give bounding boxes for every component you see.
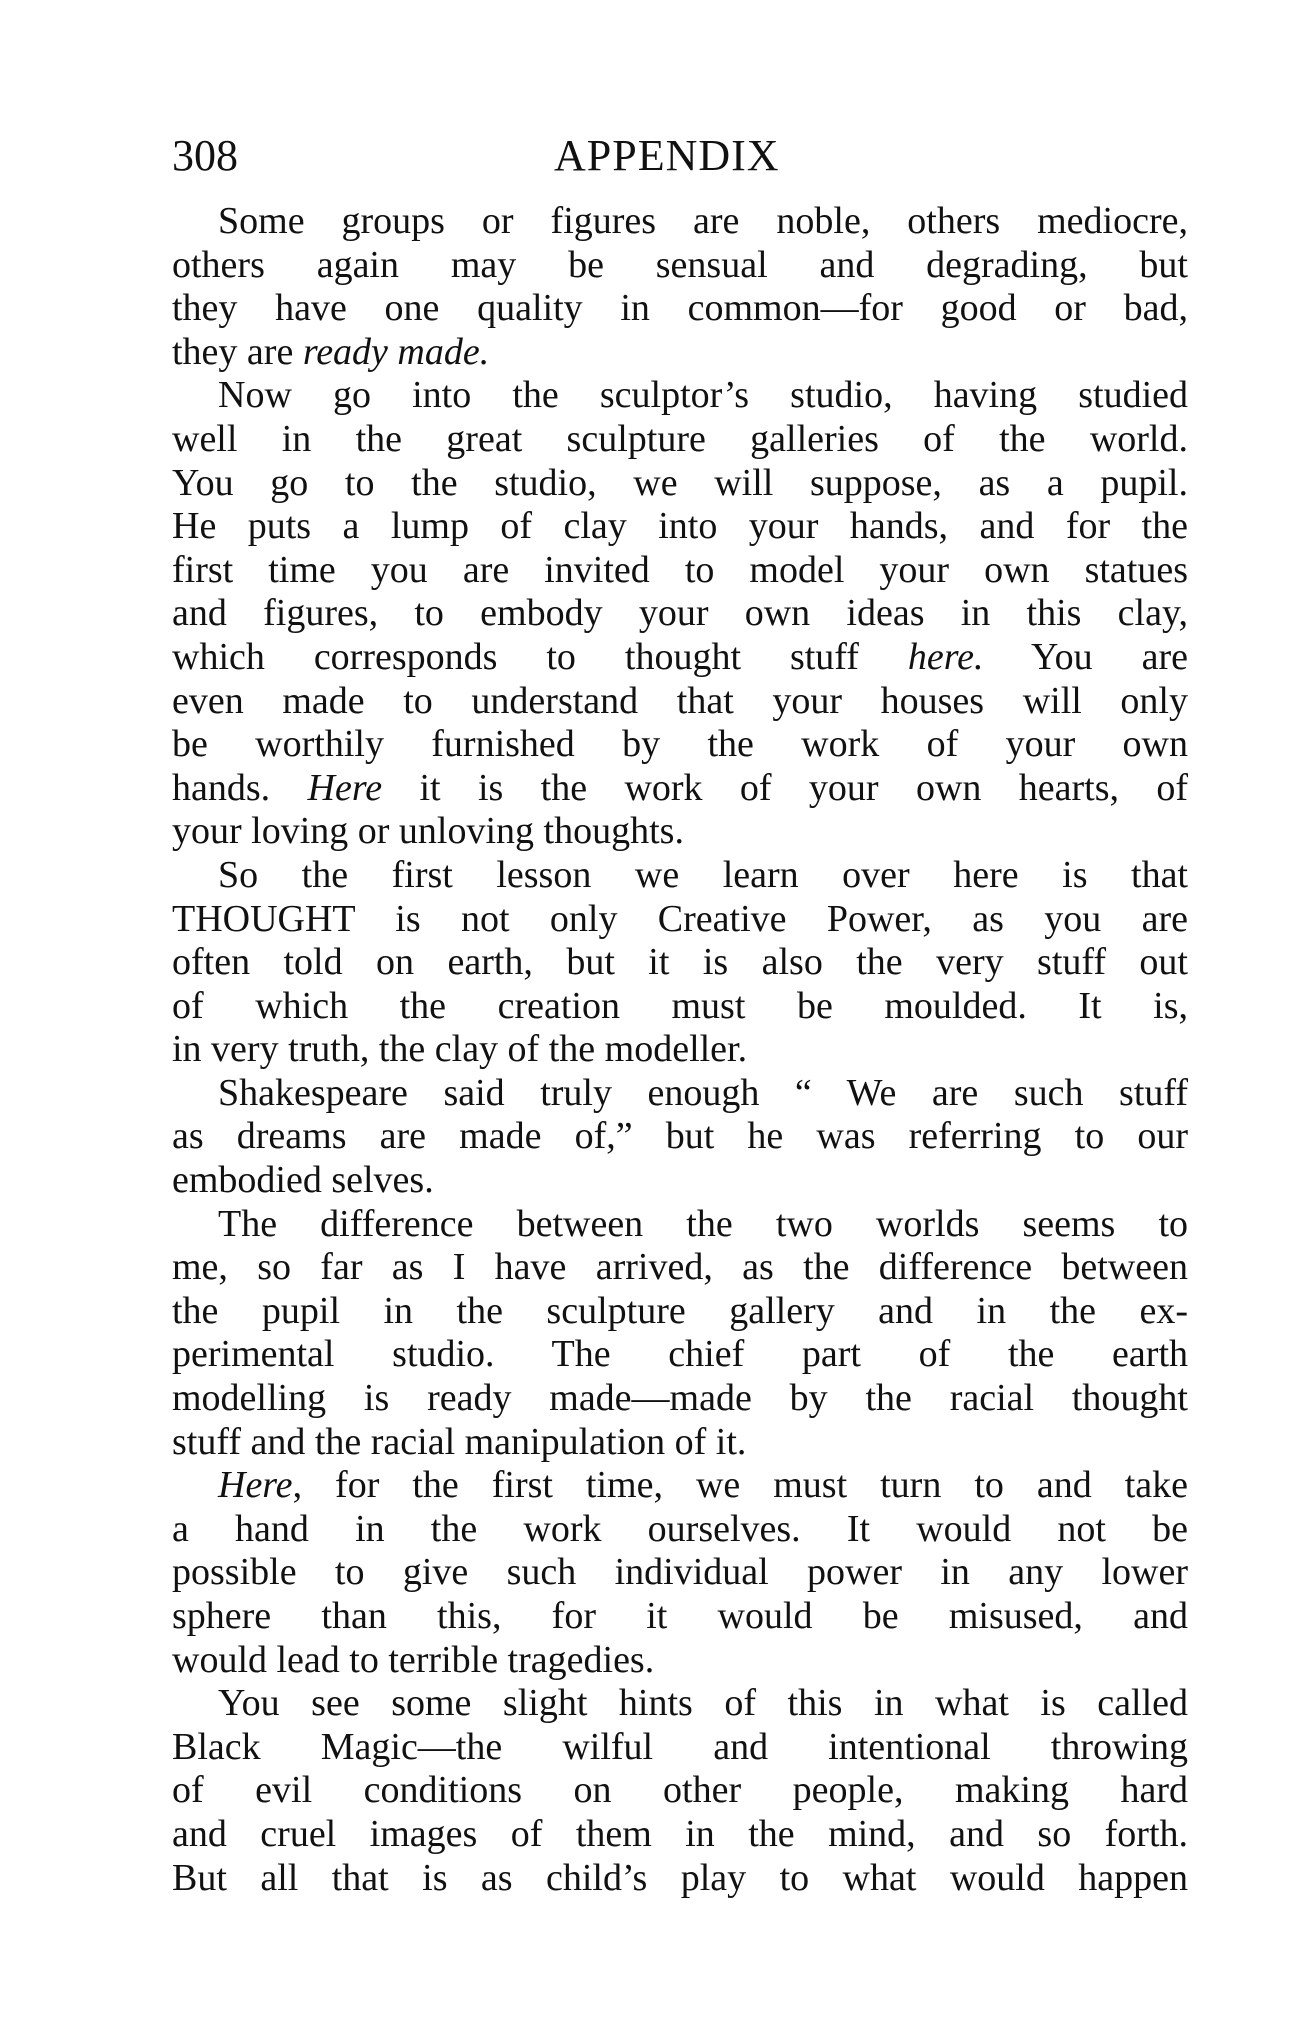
text-line (172, 1377, 1188, 1421)
text-run: perimental studio. The chief part of the earth (172, 1333, 1188, 1376)
text-run: be worthily furnished by the work of your own (172, 723, 1188, 766)
text-run: You see some slight hints of this in what is called (218, 1682, 1188, 1725)
text-line (172, 287, 1188, 331)
text-line (172, 1028, 1188, 1072)
text-run: He puts a lump of clay into your hands, and for the (172, 505, 1188, 548)
text-run: But all that is as child’s play to what would happen (172, 1856, 1188, 1899)
text-run: Black Magic—the wilful and intentional throwing (172, 1725, 1188, 1768)
text-run: it is the work of your own hearts, of (382, 766, 1189, 809)
text-line (172, 1115, 1188, 1159)
text-line (172, 1072, 1188, 1116)
text-line (172, 1246, 1188, 1290)
text-run: in very truth, the clay of the modeller. (172, 1028, 748, 1071)
text-run: me, so far as I have arrived, as the difference between (172, 1246, 1188, 1289)
text-line (172, 1159, 1188, 1203)
text-line (172, 505, 1188, 549)
text-line (172, 767, 1188, 811)
text-line (172, 941, 1188, 985)
text-run: as dreams are made of,” but he was referring to our (172, 1115, 1188, 1158)
text-run: they have one quality in common—for good or bad, (172, 287, 1188, 330)
text-run: Some groups or figures are noble, others mediocre, (218, 200, 1188, 242)
text-line (172, 1639, 1188, 1683)
text-run: of which the creation must be moulded. It is, (172, 984, 1188, 1027)
text-run: You go to the studio, we will suppose, as a pupil. (172, 461, 1188, 504)
running-title: APPENDIX (554, 131, 780, 180)
text-run: even made to understand that your houses will only (172, 679, 1188, 722)
text-line (172, 723, 1188, 767)
text-run: hands. (172, 766, 308, 809)
text-run: So the first lesson we learn over here is that (218, 853, 1188, 896)
text-line (172, 680, 1188, 724)
text-line (172, 418, 1188, 462)
text-line (172, 462, 1188, 506)
running-head (172, 128, 1188, 188)
text-run: Shakespeare said truly enough “ We are such stuff (218, 1071, 1188, 1114)
text-run: , for the first time, we must turn to and take (292, 1464, 1188, 1507)
text-line (172, 1203, 1188, 1247)
text-line (172, 1595, 1188, 1639)
italic-text: ready made. (302, 330, 490, 373)
italic-text: Here (218, 1464, 293, 1507)
text-line (172, 636, 1188, 680)
text-run: which corresponds to thought stuff (172, 635, 908, 678)
italic-text: here. (907, 635, 984, 678)
text-line (172, 200, 1188, 244)
text-run: the pupil in the sculpture gallery and in the ex- (172, 1289, 1188, 1332)
text-line (172, 1857, 1188, 1901)
text-run: You are (983, 635, 1188, 678)
body-text (172, 200, 1188, 1900)
text-line (172, 1682, 1188, 1726)
text-run: Now go into the sculptor’s studio, having studied (218, 374, 1188, 417)
text-run: they are (172, 330, 303, 373)
text-run: first time you are invited to model your own statues (172, 548, 1188, 591)
text-line (172, 1551, 1188, 1595)
text-run: stuff and the racial manipulation of it. (172, 1420, 747, 1463)
text-run: modelling is ready made—made by the racial thought (172, 1377, 1188, 1420)
text-line (172, 592, 1188, 636)
text-line (172, 331, 1188, 375)
text-run: embodied selves. (172, 1159, 434, 1202)
text-line (172, 898, 1188, 942)
text-line (172, 1508, 1188, 1552)
text-run: and cruel images of them in the mind, and so forth. (172, 1812, 1188, 1855)
text-line (172, 549, 1188, 593)
text-run: your loving or unloving thoughts. (172, 810, 684, 853)
text-run: sphere than this, for it would be misused, and (172, 1595, 1188, 1637)
italic-text: Here (307, 766, 383, 809)
text-line (172, 1769, 1188, 1813)
text-line (172, 1421, 1188, 1465)
page-number: 308 (172, 131, 238, 180)
text-line (172, 374, 1188, 418)
text-line (172, 985, 1188, 1029)
text-line (172, 854, 1188, 898)
text-line (172, 244, 1188, 288)
text-line (172, 1290, 1188, 1334)
text-run: of evil conditions on other people, making hard (172, 1769, 1188, 1812)
text-run: well in the great sculpture galleries of the world. (172, 417, 1188, 460)
text-run: would lead to terrible tragedies. (172, 1638, 655, 1681)
text-run: and figures, to embody your own ideas in this clay, (172, 592, 1188, 635)
text-line (172, 1333, 1188, 1377)
text-run: others again may be sensual and degrading, but (172, 243, 1188, 286)
text-line (172, 1813, 1188, 1857)
text-run: often told on earth, but it is also the very stuff out (172, 941, 1188, 984)
text-run: a hand in the work ourselves. It would not be (172, 1507, 1188, 1550)
text-line (172, 810, 1188, 854)
text-run: THOUGHT is not only Creative Power, as you are (172, 897, 1188, 940)
text-run: possible to give such individual power in any lower (172, 1551, 1188, 1594)
text-line (172, 1726, 1188, 1770)
text-line (172, 1464, 1188, 1508)
text-run: The difference between the two worlds seems to (218, 1202, 1188, 1245)
